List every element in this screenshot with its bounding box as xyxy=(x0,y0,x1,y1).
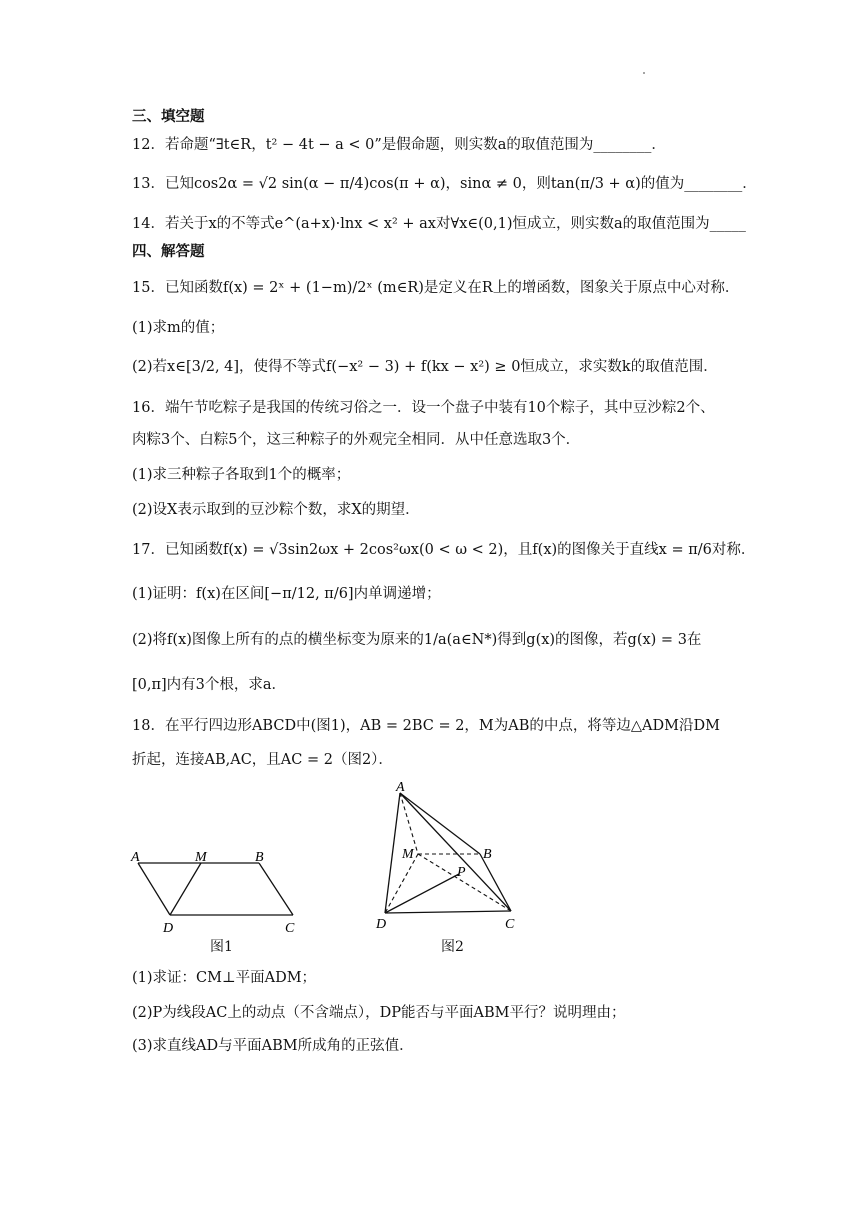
figure-1 xyxy=(125,840,305,940)
question-18-part-1: (1)求证：CM⊥平面ADM； xyxy=(132,970,317,986)
fig2-label-d: D xyxy=(376,917,387,932)
fig1-edge-bc xyxy=(259,863,293,915)
fig2-label-a: A xyxy=(396,780,405,795)
question-18-line-1: 18．在平行四边形ABCD中(图1)，AB = 2BC = 2，M为AB的中点，将等边△ADM沿DM xyxy=(132,718,720,734)
section-heading-fill: 三、填空题 xyxy=(132,108,205,125)
question-18-part-3: (3)求直线AD与平面ABM所成角的正弦值． xyxy=(132,1038,414,1054)
fig1-label-b: B xyxy=(255,850,264,865)
figure-2-svg xyxy=(368,778,528,938)
question-16-line-2: 肉粽3个、白粽5个，这三种粽子的外观完全相同．从中任意选取3个． xyxy=(132,432,581,448)
question-16-part-1: (1)求三种粽子各取到1个的概率； xyxy=(132,467,351,483)
question-15: 15．已知函数f(x) = 2ˣ + (1−m)/2ˣ (m∈R)是定义在R上的增函数，图象关于原点中心对称． xyxy=(132,280,740,296)
question-13: 13．已知cos2α = √2 sin(α − π/4)cos(π + α)，sinα ≠ 0，则tan(π/3 + α)的值为________． xyxy=(132,176,757,192)
fig2-label-c: C xyxy=(505,917,515,932)
fig2-edge-ad xyxy=(385,793,400,913)
fig1-label-m: M xyxy=(195,850,207,865)
fig2-edge-ab xyxy=(400,793,480,854)
fig1-label-d: D xyxy=(163,921,174,936)
stray-dot xyxy=(643,72,645,74)
fig2-edge-dc xyxy=(385,911,511,913)
question-18-part-2: (2)P为线段AC上的动点（不含端点），DP能否与平面ABM平行？说明理由； xyxy=(132,1005,626,1021)
section-heading-answer: 四、解答题 xyxy=(132,243,205,260)
figure-2-caption: 图2 xyxy=(441,939,464,955)
question-18-line-2: 折起，连接AB,AC，且AC = 2（图2）． xyxy=(132,752,393,768)
question-15-part-1: (1)求m的值； xyxy=(132,320,225,336)
question-17-part-2-line-1: (2)将f(x)图像上所有的点的横坐标变为原来的1/a(a∈N*)得到g(x)的图像，若g(x) = 3在 xyxy=(132,632,702,648)
figure-1-caption: 图1 xyxy=(210,939,233,955)
question-14: 14．若关于x的不等式e^(a+x)·lnx < x² + ax对∀x∈(0,1)恒成立，则实数a的取值范围为_____ xyxy=(132,216,746,232)
question-17-part-2-line-2: [0,π]内有3个根，求a． xyxy=(132,677,287,693)
figure-1-svg xyxy=(125,840,305,940)
fig1-label-a: A xyxy=(131,850,140,865)
question-17: 17．已知函数f(x) = √3sin2ωx + 2cos²ωx(0 < ω < 2)，且f(x)的图像关于直线x = π/6对称． xyxy=(132,542,756,558)
question-15-part-2: (2)若x∈[3/2, 4]，使得不等式f(−x² − 3) + f(kx − x²) ≥ 0恒成立，求实数k的取值范围． xyxy=(132,359,718,375)
question-16-part-2: (2)设X表示取到的豆沙粽个数，求X的期望． xyxy=(132,502,420,518)
fig2-edge-mc xyxy=(418,854,511,911)
fig1-label-c: C xyxy=(285,921,295,936)
fig1-edge-dm xyxy=(170,863,201,915)
fig2-edge-ac xyxy=(400,793,511,911)
figure-2 xyxy=(368,778,528,938)
fig2-label-m: M xyxy=(402,847,414,862)
question-16-line-1: 16．端午节吃粽子是我国的传统习俗之一．设一个盘子中装有10个粽子，其中豆沙粽2个、 xyxy=(132,400,715,416)
fig2-label-b: B xyxy=(483,847,492,862)
question-17-part-1: (1)证明：f(x)在区间[−π/12, π/6]内单调递增； xyxy=(132,586,441,602)
fig1-edge-da xyxy=(138,863,170,915)
question-12: 12．若命题“∃t∈R，t² − 4t − a < 0”是假命题，则实数a的取值范围为________． xyxy=(132,137,666,153)
fig2-label-p: P xyxy=(457,865,466,880)
